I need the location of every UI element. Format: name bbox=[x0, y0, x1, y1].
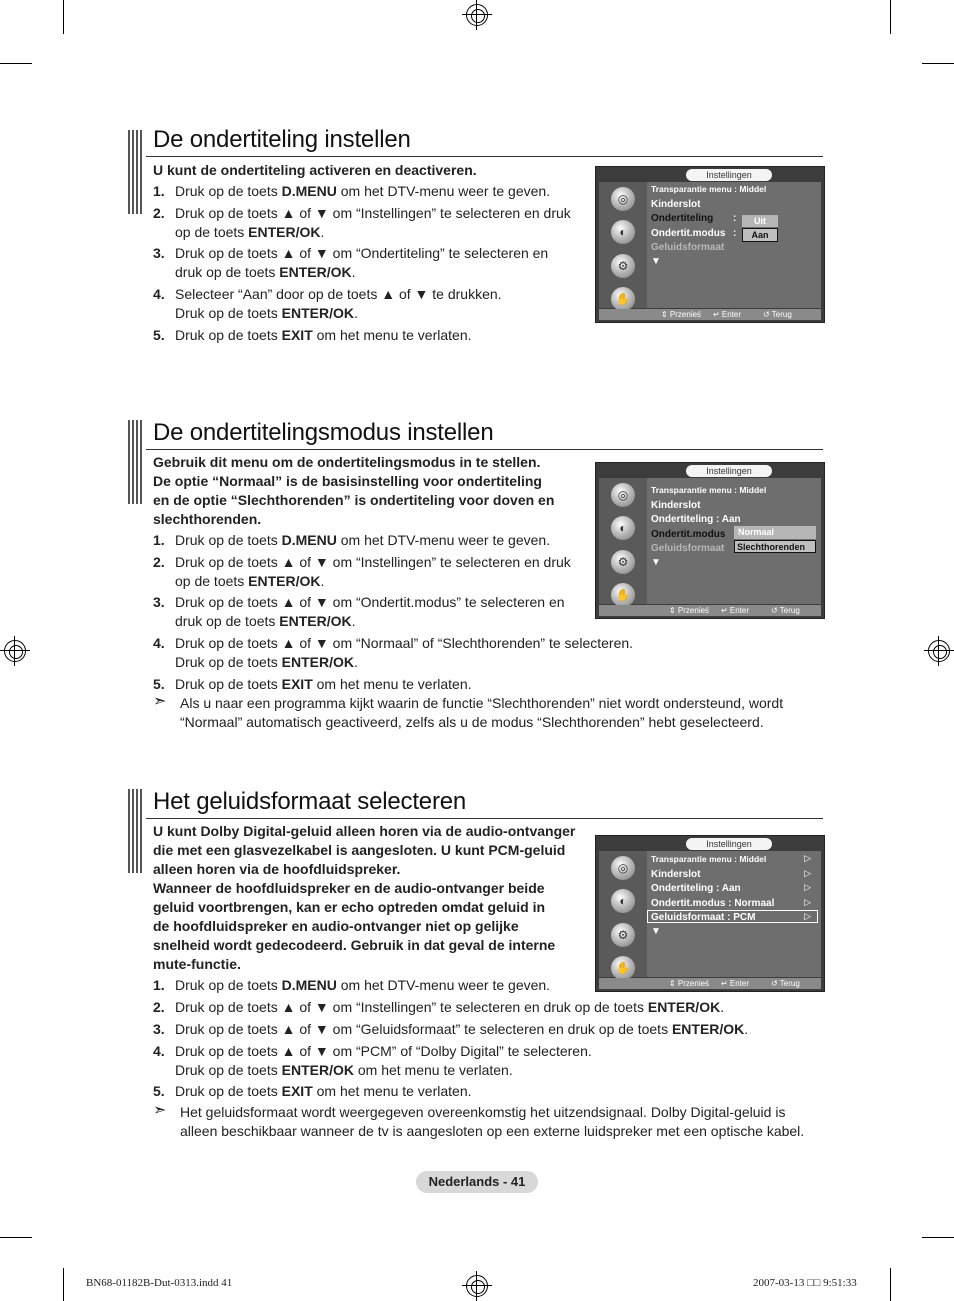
footer-enter: ↵ Enter bbox=[721, 606, 750, 615]
intro-line: slechthorenden. bbox=[153, 511, 262, 527]
step-number: 3. bbox=[153, 594, 165, 610]
intro-line: alleen horen via de hoofdluidspreker. bbox=[153, 861, 401, 877]
step-text: . bbox=[351, 264, 356, 280]
osd-row: ▼ bbox=[651, 926, 661, 937]
step-text: om het DTV-menu weer te geven. bbox=[336, 532, 551, 548]
registration-mark-right bbox=[928, 640, 950, 662]
osd-screen bbox=[595, 835, 825, 992]
step-number: 4. bbox=[153, 635, 165, 651]
osd-row: ▼ bbox=[651, 256, 661, 267]
step-text: . bbox=[351, 613, 356, 629]
arrow-right-icon: ▷ bbox=[804, 911, 811, 921]
picture-icon: ◎ bbox=[611, 483, 635, 507]
key-name: ENTER/OK bbox=[281, 305, 354, 321]
note-arrow-icon: ➣ bbox=[153, 1102, 167, 1119]
registration-mark-bottom bbox=[466, 1275, 488, 1297]
section-marker bbox=[128, 789, 144, 873]
osd-option-normaal[interactable]: Normaal bbox=[734, 526, 816, 539]
osd-row: Ondertit.modus bbox=[651, 529, 726, 540]
intro-line: die met een glasvezelkabel is aangesloten. U kunt PCM-geluid bbox=[153, 842, 566, 858]
footer-move: ⇕ Przenieś bbox=[669, 979, 710, 988]
step-number: 2. bbox=[153, 554, 165, 570]
step-text: op de toets bbox=[175, 573, 249, 589]
note-line: “Normaal” automatisch geactiveerd, zelfs als u de modus “Slechthorenden” hebt geselecteerd. bbox=[180, 714, 764, 730]
step-number: 1. bbox=[153, 532, 165, 548]
step-number: 5. bbox=[153, 676, 165, 692]
section-intro: U kunt de ondertiteling activeren en deactiveren. bbox=[153, 162, 477, 178]
osd-row: Ondertit.modus : Normaal bbox=[651, 898, 775, 909]
osd-row: Geluidsformaat : PCM bbox=[651, 912, 756, 923]
osd-option-uit[interactable]: Uit bbox=[742, 215, 778, 227]
step-text: Druk op de toets bbox=[175, 1083, 282, 1099]
step-text: Druk op de toets ▲ of ▼ om “Geluidsformaat” te selecteren en druk op de toets bbox=[175, 1021, 672, 1037]
step-text: Druk op de toets ▲ of ▼ om “Ondertiteling” te selecteren en bbox=[175, 245, 549, 261]
step-number: 1. bbox=[153, 183, 165, 199]
note-line: Als u naar een programma kijkt waarin de functie “Slechthorenden” niet wordt ondersteund, wordt bbox=[180, 695, 784, 711]
step-text: Druk op de toets ▲ of ▼ om “Ondertit.modus” te selecteren en bbox=[175, 594, 565, 610]
step-text: om het menu te verlaten. bbox=[312, 1083, 472, 1099]
step-text: . bbox=[320, 573, 325, 589]
registration-mark-top bbox=[466, 4, 488, 26]
step-text: druk op de toets bbox=[175, 264, 280, 280]
step-number: 3. bbox=[153, 245, 165, 261]
note-text bbox=[180, 694, 783, 732]
step-number: 4. bbox=[153, 1043, 165, 1059]
osd-option-slechthorenden[interactable]: Slechthorenden bbox=[734, 540, 816, 553]
osd-row-colon: : bbox=[733, 213, 737, 224]
osd-row: ▼ bbox=[651, 557, 661, 568]
step-text: om het DTV-menu weer te geven. bbox=[336, 977, 551, 993]
osd-row: Geluidsformaat bbox=[651, 543, 725, 554]
key-name: ENTER/OK bbox=[647, 999, 721, 1015]
step-number: 5. bbox=[153, 327, 165, 343]
osd-row-colon: : bbox=[733, 228, 737, 239]
step-text: om het DTV-menu weer te geven. bbox=[336, 183, 551, 199]
step-number: 2. bbox=[153, 205, 165, 221]
step-text: om het menu te verlaten. bbox=[353, 1062, 513, 1078]
picture-icon: ◎ bbox=[611, 856, 635, 880]
step-text: Druk op de toets bbox=[175, 305, 282, 321]
input-icon: ✋ bbox=[611, 583, 635, 607]
step-text: . bbox=[720, 999, 725, 1015]
osd-row: Kinderslot bbox=[651, 500, 701, 511]
footer-return: ↺ Terug bbox=[763, 310, 792, 319]
setup-icon: ⚙ bbox=[611, 550, 635, 574]
step-text: Druk op de toets bbox=[175, 977, 282, 993]
key-name: D.MENU bbox=[281, 183, 337, 199]
step-body bbox=[175, 1042, 795, 1080]
section-title: Het geluidsformaat selecteren bbox=[153, 788, 467, 815]
osd-row: Ondertiteling : Aan bbox=[651, 883, 741, 894]
osd-row: Transparantie menu : Middel bbox=[651, 184, 767, 194]
step-text: om het menu te verlaten. bbox=[312, 676, 472, 692]
step-body bbox=[175, 1082, 795, 1101]
intro-line: en de optie “Slechthorenden” is ondertiteling voor doven en bbox=[153, 492, 555, 508]
footer-return: ↺ Terug bbox=[771, 606, 800, 615]
footer-enter: ↵ Enter bbox=[721, 979, 750, 988]
step-text: . bbox=[353, 654, 358, 670]
step-text: Druk op de toets bbox=[175, 1062, 282, 1078]
key-name: ENTER/OK bbox=[279, 613, 352, 629]
key-name: EXIT bbox=[281, 676, 313, 692]
step-text: Druk op de toets ▲ of ▼ om “Instellingen” te selecteren en druk bbox=[175, 205, 571, 221]
intro-line: U kunt Dolby Digital-geluid alleen horen via de audio-ontvanger bbox=[153, 823, 576, 839]
step-body bbox=[175, 634, 795, 672]
arrow-right-icon: ▷ bbox=[804, 897, 811, 907]
osd-screen bbox=[595, 462, 825, 619]
section-marker bbox=[128, 420, 144, 504]
key-name: ENTER/OK bbox=[279, 264, 352, 280]
step-number: 1. bbox=[153, 977, 165, 993]
osd-row: Geluidsformaat bbox=[651, 242, 725, 253]
section-title: De ondertiteling instellen bbox=[153, 126, 411, 153]
footer-move: ⇕ Przenieś bbox=[669, 606, 710, 615]
sound-icon: ◐ bbox=[611, 220, 635, 244]
intro-line: Wanneer de hoofdluidspreker en de audio-ontvanger beide bbox=[153, 880, 545, 896]
step-text: Druk op de toets bbox=[175, 327, 282, 343]
osd-header: Instellingen bbox=[686, 465, 772, 477]
step-text: Druk op de toets bbox=[175, 654, 282, 670]
intro-line: geluid voortbrengen, kan er echo optreden omdat geluid in bbox=[153, 899, 546, 915]
arrow-right-icon: ▷ bbox=[804, 882, 811, 892]
step-number: 4. bbox=[153, 286, 165, 302]
note-line: Het geluidsformaat wordt weergegeven overeenkomstig het uitzendsignaal. Dolby Digital-geluid is bbox=[180, 1104, 786, 1120]
intro-line: de hoofdluidspreker en audio-ontvanger niet op gelijke bbox=[153, 918, 519, 934]
note-line: alleen beschikbaar wanneer de tv is aangesloten op een externe luidspreker met een optische kabel. bbox=[180, 1123, 805, 1139]
sound-icon: ◐ bbox=[611, 889, 635, 913]
step-text: Druk op de toets bbox=[175, 183, 282, 199]
step-text: op de toets bbox=[175, 224, 249, 240]
key-name: EXIT bbox=[281, 1083, 313, 1099]
osd-header: Instellingen bbox=[686, 838, 772, 850]
section-marker bbox=[128, 130, 144, 214]
intro-line: Gebruik dit menu om de ondertitelingsmodus in te stellen. bbox=[153, 454, 541, 470]
osd-header: Instellingen bbox=[686, 169, 772, 181]
step-text: . bbox=[320, 224, 325, 240]
step-text: Druk op de toets ▲ of ▼ om “PCM” of “Dolby Digital” te selecteren. bbox=[175, 1043, 592, 1059]
page-number: Nederlands - 41 bbox=[416, 1171, 538, 1193]
step-number: 5. bbox=[153, 1083, 165, 1099]
step-text: Selecteer “Aan” door op de toets ▲ of ▼ te drukken. bbox=[175, 286, 502, 302]
step-body bbox=[175, 675, 795, 694]
step-body bbox=[175, 1020, 795, 1039]
osd-row: Transparantie menu : Middel bbox=[651, 854, 767, 864]
input-icon: ✋ bbox=[611, 956, 635, 980]
sound-icon: ◐ bbox=[611, 516, 635, 540]
osd-screen bbox=[595, 166, 825, 323]
osd-row: Kinderslot bbox=[651, 869, 701, 880]
osd-row: Transparantie menu : Middel bbox=[651, 485, 767, 495]
osd-row: Ondertiteling bbox=[651, 213, 714, 224]
footer-move: ⇕ Przenieś bbox=[661, 310, 702, 319]
footer-return: ↺ Terug bbox=[771, 979, 800, 988]
section-title: De ondertitelingsmodus instellen bbox=[153, 419, 494, 446]
print-slug-left: BN68-01182B-Dut-0313.indd 41 bbox=[86, 1277, 233, 1289]
key-name: ENTER/OK bbox=[281, 1062, 354, 1078]
intro-line: snelheid wordt gedecodeerd. Gebruik in dat geval de interne bbox=[153, 937, 556, 953]
setup-icon: ⚙ bbox=[611, 254, 635, 278]
setup-icon: ⚙ bbox=[611, 923, 635, 947]
note-arrow-icon: ➣ bbox=[153, 693, 167, 710]
osd-row: Kinderslot bbox=[651, 199, 701, 210]
arrow-right-icon: ▷ bbox=[804, 868, 811, 878]
input-icon: ✋ bbox=[611, 287, 635, 311]
footer-enter: ↵ Enter bbox=[713, 310, 742, 319]
key-name: EXIT bbox=[281, 327, 313, 343]
osd-row: Ondertit.modus bbox=[651, 228, 726, 239]
osd-option-aan[interactable]: Aan bbox=[742, 228, 778, 242]
key-name: ENTER/OK bbox=[248, 224, 321, 240]
osd-row: Ondertiteling : Aan bbox=[651, 514, 741, 525]
registration-mark-left bbox=[4, 640, 26, 662]
step-text: Druk op de toets ▲ of ▼ om “Instellingen” te selecteren en druk bbox=[175, 554, 571, 570]
key-name: D.MENU bbox=[281, 532, 337, 548]
key-name: ENTER/OK bbox=[281, 654, 354, 670]
print-slug-right: 2007-03-13 □□ 9:51:33 bbox=[753, 1277, 857, 1289]
step-text: Druk op de toets ▲ of ▼ om “Normaal” of “Slechthorenden” te selecteren. bbox=[175, 635, 634, 651]
step-text: Druk op de toets bbox=[175, 676, 282, 692]
step-text: . bbox=[353, 305, 358, 321]
step-body bbox=[175, 998, 795, 1017]
step-text: druk op de toets bbox=[175, 613, 280, 629]
step-number: 3. bbox=[153, 1021, 165, 1037]
step-text: . bbox=[744, 1021, 749, 1037]
intro-line: mute-functie. bbox=[153, 956, 241, 972]
key-name: ENTER/OK bbox=[248, 573, 321, 589]
step-text: om het menu te verlaten. bbox=[312, 327, 472, 343]
step-body bbox=[175, 326, 795, 345]
key-name: D.MENU bbox=[281, 977, 337, 993]
picture-icon: ◎ bbox=[611, 187, 635, 211]
intro-line: De optie “Normaal” is de basisinstelling voor ondertiteling bbox=[153, 473, 542, 489]
arrow-right-icon: ▷ bbox=[804, 853, 811, 863]
step-number: 2. bbox=[153, 999, 165, 1015]
key-name: ENTER/OK bbox=[671, 1021, 745, 1037]
step-text: Druk op de toets bbox=[175, 532, 282, 548]
note-text bbox=[180, 1103, 804, 1141]
step-text: Druk op de toets ▲ of ▼ om “Instellingen” te selecteren en druk op de toets bbox=[175, 999, 648, 1015]
